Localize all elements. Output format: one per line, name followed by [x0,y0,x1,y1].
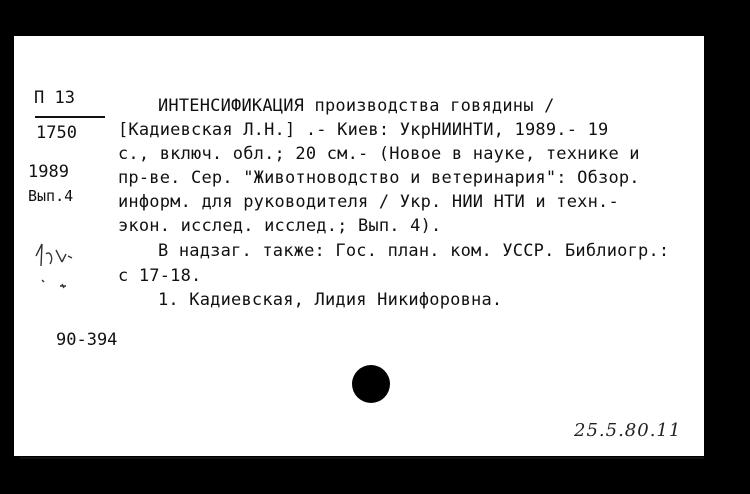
issue-mark: Вып.4 [28,187,74,205]
bottom-rule [20,457,704,459]
handwritten-mark [32,236,92,296]
call-number-rule [35,116,105,118]
entry-line-3: с., включ. обл.; 20 см.- (Новое в науке, технике и [118,144,640,164]
card-punch-hole [352,365,390,403]
accession-number: 90-394 [56,330,118,350]
catalog-card [14,36,704,456]
year-mark: 1989 [28,162,69,182]
entry-line-9: 1. Кадиевская, Лидия Никифоровна. [158,290,503,310]
entry-line-7: В надзаг. также: Гос. план. ком. УССР. Библиогр.: [158,241,670,261]
entry-line-1: ИНТЕНСИФИКАЦИЯ производства говядины / [158,96,555,116]
entry-line-2: [Кадиевская Л.Н.] .- Киев: УкрНИИНТИ, 1989.- 19 [118,120,609,140]
handwritten-date: 25.5.80.11 [574,420,682,441]
entry-line-6: экон. исслед. исслед.; Вып. 4). [118,216,442,236]
entry-line-4: пр-ве. Сер. "Животноводство и ветеринария": Обзор. [118,168,640,188]
shelf-mark: П 13 [34,88,75,108]
entry-line-8: с 17-18. [118,266,202,286]
call-number: 1750 [36,123,77,143]
entry-line-5: информ. для руководителя / Укр. НИИ НТИ и техн.- [118,192,619,212]
